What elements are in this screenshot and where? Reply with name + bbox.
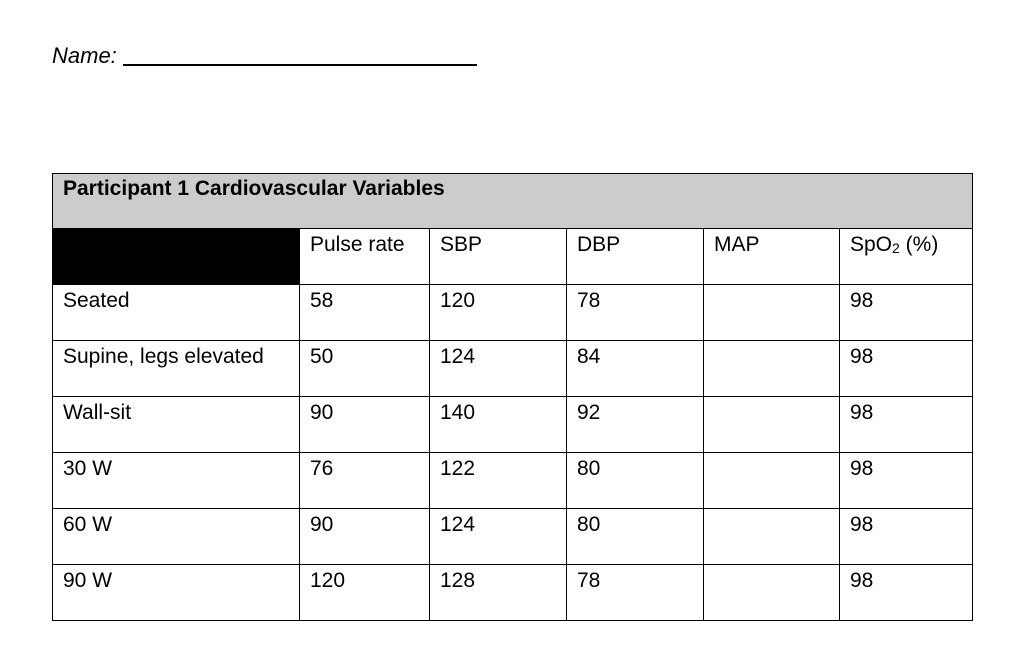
map-cell[interactable] [704,341,840,397]
header-pulse-rate: Pulse rate [300,229,430,285]
map-cell[interactable] [704,509,840,565]
spo2-cell: 98 [840,565,973,621]
name-field [52,36,477,68]
pulse-rate-cell: 50 [300,341,430,397]
header-spo2: SpO$_2$ (%) [840,229,973,285]
sbp-cell: 140 [430,397,567,453]
pulse-rate-cell: 90 [300,397,430,453]
table-row [53,285,973,341]
dbp-cell: 78 [567,565,704,621]
table-row [53,397,973,453]
row-label: 30 W [53,453,300,509]
dbp-cell: 80 [567,509,704,565]
header-corner-cell [53,229,300,285]
spo2-cell: 98 [840,453,973,509]
spo2-cell: 98 [840,285,973,341]
table-row [53,509,973,565]
header-map: MAP [704,229,840,285]
row-label: Wall-sit [53,397,300,453]
sbp-cell: 124 [430,509,567,565]
header-sbp: SBP [430,229,567,285]
name-label: Name: [52,43,117,68]
spo2-cell: 98 [840,397,973,453]
dbp-cell: 80 [567,453,704,509]
pulse-rate-cell: 76 [300,453,430,509]
table-row [53,565,973,621]
row-label: 90 W [53,565,300,621]
sbp-cell: 128 [430,565,567,621]
table-row [53,341,973,397]
spo2-cell: 98 [840,509,973,565]
cardiovascular-table [52,173,973,621]
row-label: Seated [53,285,300,341]
map-cell[interactable] [704,453,840,509]
header-dbp: DBP [567,229,704,285]
dbp-cell: 92 [567,397,704,453]
table-title: Participant 1 Cardiovascular Variables [53,174,973,229]
pulse-rate-cell: 90 [300,509,430,565]
row-label: Supine, legs elevated [53,341,300,397]
name-input-line[interactable] [123,44,477,66]
sbp-cell: 122 [430,453,567,509]
table-title-row [53,174,973,229]
sbp-cell: 124 [430,341,567,397]
dbp-cell: 78 [567,285,704,341]
map-cell[interactable] [704,397,840,453]
spo2-cell: 98 [840,341,973,397]
pulse-rate-cell: 120 [300,565,430,621]
row-label: 60 W [53,509,300,565]
dbp-cell: 84 [567,341,704,397]
table-row [53,453,973,509]
pulse-rate-cell: 58 [300,285,430,341]
map-cell[interactable] [704,285,840,341]
map-cell[interactable] [704,565,840,621]
table-header-row [53,229,973,285]
sbp-cell: 120 [430,285,567,341]
